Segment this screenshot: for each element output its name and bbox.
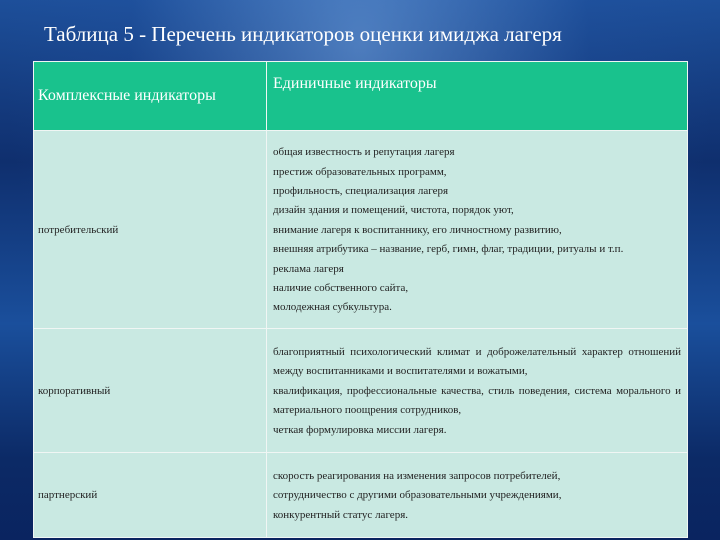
list-item: наличие собственного сайта, [273, 282, 409, 295]
list-item: скорость реагирования на изменения запросов потребителей, [273, 469, 561, 482]
table-row [34, 329, 688, 453]
row-indicators-consumer [267, 131, 688, 329]
list-item: молодежная субкультура. [273, 301, 392, 314]
list-item: четкая формулировка миссии лагеря. [273, 423, 447, 436]
slide-title: Таблица 5 - Перечень индикаторов оценки имиджа лагеря [44, 22, 562, 46]
list-item: реклама лагеря [273, 262, 344, 275]
header-complex-indicators: Комплексные индикаторы [34, 62, 267, 131]
row-category-partner: партнерский [34, 453, 267, 538]
row-indicators-partner [267, 453, 688, 538]
list-item: конкурентный статус лагеря. [273, 508, 408, 521]
list-item: квалификация, профессиональные качества, стиль поведения, система морального и материального поощрения сотрудников, [273, 384, 681, 417]
row-category-corporate: корпоративный [34, 329, 267, 453]
list-item: общая известность и репутация лагеря [273, 146, 455, 159]
list-item: сотрудничество с другими образовательными учреждениями, [273, 489, 562, 502]
header-single-indicators: Единичные индикаторы [267, 62, 688, 131]
list-item: внимание лагеря к воспитаннику, его личностному развитию, [273, 223, 562, 236]
list-item: благоприятный психологический климат и доброжелательный характер отношений между воспитанниками и воспитателями и вожатыми, [273, 345, 681, 378]
table-row [34, 453, 688, 538]
row-indicators-corporate [267, 329, 688, 453]
list-item: внешняя атрибутика – название, герб, гимн, флаг, традиции, ритуалы и т.п. [273, 243, 624, 256]
table-header-row [34, 62, 688, 131]
list-item: профильность, специализация лагеря [273, 184, 449, 197]
list-item: престиж образовательных программ, [273, 165, 447, 178]
table-row [34, 131, 688, 329]
list-item: дизайн здания и помещений, чистота, порядок уют, [273, 204, 514, 217]
row-category-consumer: потребительский [34, 131, 267, 329]
indicators-table [33, 61, 688, 538]
